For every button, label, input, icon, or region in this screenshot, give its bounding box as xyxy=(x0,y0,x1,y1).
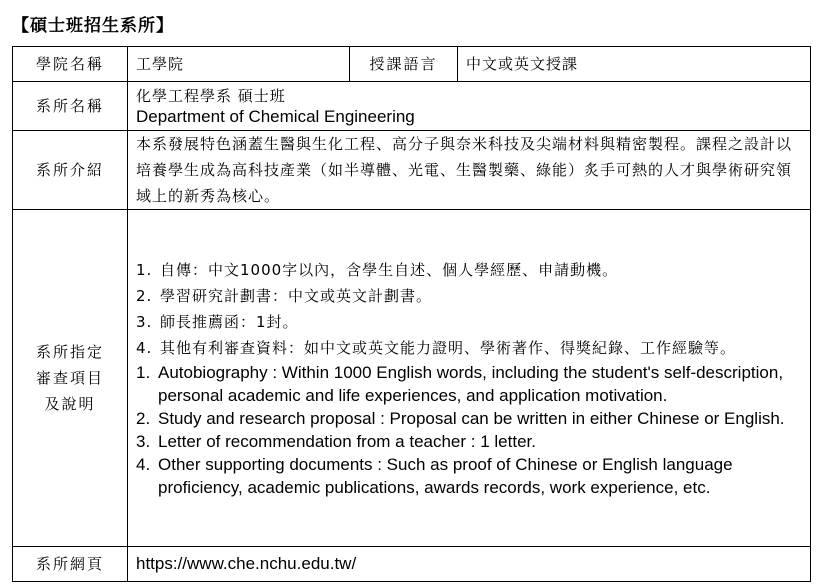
website-row xyxy=(13,547,811,582)
college-label: 學院名稱 xyxy=(13,47,128,82)
website-link[interactable]: https://www.che.nchu.edu.tw/ xyxy=(136,554,357,573)
review-item-number: 4. xyxy=(136,339,153,357)
review-item-text: 師長推薦函：1封。 xyxy=(160,313,299,331)
review-item-text: Letter of recommendation from a teacher : 1 letter. xyxy=(158,432,536,451)
review-label-line-2: 審查項目 xyxy=(35,369,104,387)
intro-value xyxy=(128,131,811,210)
review-row xyxy=(13,210,811,547)
intro-label: 系所介紹 xyxy=(13,131,128,210)
review-items-zh xyxy=(136,257,802,361)
department-name-zh: 化學工程學系 碩士班 xyxy=(136,87,286,105)
review-item-number: 1. xyxy=(136,261,153,279)
review-item-number: 3. xyxy=(136,432,151,451)
review-value xyxy=(128,210,811,547)
language-label: 授課語言 xyxy=(350,47,458,82)
review-item-text: 其他有利審查資料：如中文或英文能力證明、學術著作、得獎紀錄、工作經驗等。 xyxy=(160,339,737,357)
review-label-line-3: 及說明 xyxy=(44,395,96,413)
intro-row xyxy=(13,131,811,210)
program-info-table xyxy=(12,46,811,582)
review-item-zh xyxy=(136,309,802,335)
college-row xyxy=(13,47,811,82)
review-item-text: Other supporting documents : Such as proof of Chinese or English language proficiency, academic publications, awards records, work experience, etc. xyxy=(158,455,733,497)
intro-text: 本系發展特色涵蓋生醫與生化工程、高分子與奈米科技及尖端材料與精密製程。課程之設計以培養學生成為高科技產業（如半導體、光電、生醫製藥、綠能）炙手可熱的人才與學術研究領域上的新秀為核心。 xyxy=(136,135,793,205)
college-value: 工學院 xyxy=(128,47,350,82)
review-item-text: 自傳：中文1000字以內，含學生自述、個人學經歷、申請動機。 xyxy=(160,261,619,279)
review-item-en xyxy=(136,407,802,430)
language-value: 中文或英文授課 xyxy=(458,47,811,82)
review-item-number: 1. xyxy=(136,363,151,382)
website-value xyxy=(128,547,811,582)
website-label: 系所網頁 xyxy=(13,547,128,582)
review-item-text: Autobiography : Within 1000 English words, including the student's self-description, personal academic and life experiences, and application motivation. xyxy=(158,363,784,405)
review-label-line-1: 系所指定 xyxy=(35,343,104,361)
review-items-en xyxy=(136,361,802,499)
review-item-en xyxy=(136,361,802,407)
review-item-zh xyxy=(136,335,802,361)
review-item-zh xyxy=(136,283,802,309)
department-row xyxy=(13,82,811,131)
review-item-number: 4. xyxy=(136,455,151,474)
review-label xyxy=(13,210,128,547)
department-label: 系所名稱 xyxy=(13,82,128,131)
document-title: 【碩士班招生系所】 xyxy=(12,16,174,36)
review-item-number: 3. xyxy=(136,313,153,331)
review-item-text: 學習研究計劃書：中文或英文計劃書。 xyxy=(160,287,433,305)
review-item-number: 2. xyxy=(136,287,153,305)
review-item-zh xyxy=(136,257,802,283)
review-item-number: 2. xyxy=(136,409,151,428)
review-item-en xyxy=(136,430,802,453)
department-value xyxy=(128,82,811,131)
department-name-en: Department of Chemical Engineering xyxy=(136,107,415,126)
review-item-text: Study and research proposal : Proposal can be written in either Chinese or English. xyxy=(158,409,785,428)
review-item-en xyxy=(136,453,802,499)
